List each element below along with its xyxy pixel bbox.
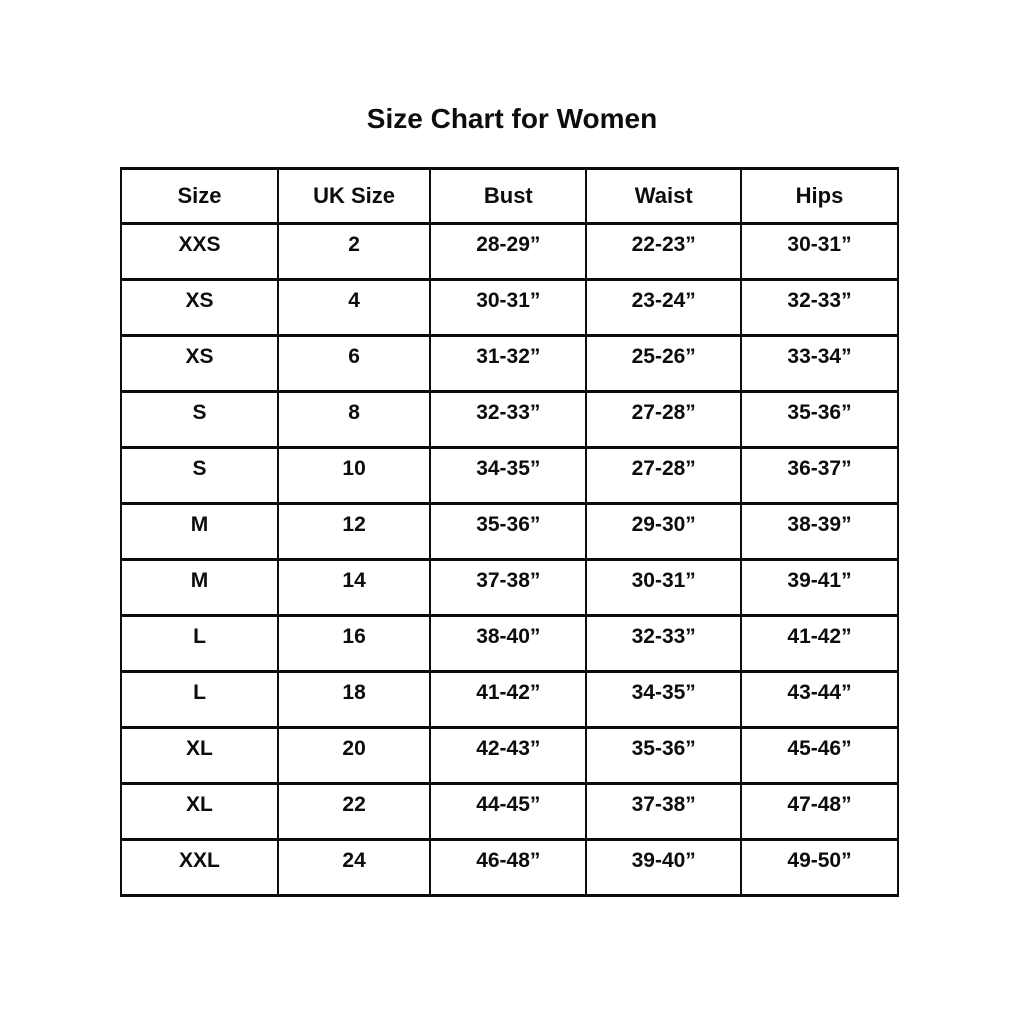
table-cell: 41-42” [741, 616, 898, 672]
table-row [121, 336, 898, 392]
header-row [121, 169, 898, 224]
table-row [121, 504, 898, 560]
table-cell: S [121, 392, 278, 448]
table-cell: 45-46” [741, 728, 898, 784]
table-cell: 29-30” [586, 504, 741, 560]
table-row [121, 784, 898, 840]
table-cell: 30-31” [741, 224, 898, 280]
table-cell: 47-48” [741, 784, 898, 840]
table-cell: 12 [278, 504, 430, 560]
table-cell: 31-32” [430, 336, 586, 392]
table-cell: 30-31” [430, 280, 586, 336]
table-cell: 46-48” [430, 840, 586, 896]
table-row [121, 616, 898, 672]
table-cell: 4 [278, 280, 430, 336]
table-cell: 25-26” [586, 336, 741, 392]
table-cell: 34-35” [430, 448, 586, 504]
table-cell: 49-50” [741, 840, 898, 896]
table-cell: 36-37” [741, 448, 898, 504]
column-header: Waist [586, 169, 741, 224]
table-cell: 44-45” [430, 784, 586, 840]
table-row [121, 672, 898, 728]
table-cell: XS [121, 336, 278, 392]
table-cell: 24 [278, 840, 430, 896]
table-cell: L [121, 672, 278, 728]
table-cell: 32-33” [430, 392, 586, 448]
table-cell: 38-39” [741, 504, 898, 560]
table-cell: 30-31” [586, 560, 741, 616]
table-cell: 28-29” [430, 224, 586, 280]
table-cell: 35-36” [430, 504, 586, 560]
table-cell: 2 [278, 224, 430, 280]
table-cell: 22 [278, 784, 430, 840]
table-cell: 14 [278, 560, 430, 616]
size-chart-table [120, 167, 899, 897]
column-header: Bust [430, 169, 586, 224]
table-cell: XXL [121, 840, 278, 896]
table-cell: XL [121, 728, 278, 784]
table-cell: 32-33” [586, 616, 741, 672]
table-cell: 8 [278, 392, 430, 448]
table-row [121, 448, 898, 504]
table-cell: 33-34” [741, 336, 898, 392]
table-row [121, 224, 898, 280]
table-cell: 35-36” [741, 392, 898, 448]
table-cell: 27-28” [586, 392, 741, 448]
table-cell: M [121, 560, 278, 616]
table-cell: 23-24” [586, 280, 741, 336]
table-cell: 41-42” [430, 672, 586, 728]
table-cell: 37-38” [430, 560, 586, 616]
column-header: UK Size [278, 169, 430, 224]
table-cell: 43-44” [741, 672, 898, 728]
table-cell: 10 [278, 448, 430, 504]
table-cell: 27-28” [586, 448, 741, 504]
table-cell: 32-33” [741, 280, 898, 336]
table-cell: 34-35” [586, 672, 741, 728]
column-header: Size [121, 169, 278, 224]
column-header: Hips [741, 169, 898, 224]
table-row [121, 728, 898, 784]
table-cell: M [121, 504, 278, 560]
table-cell: L [121, 616, 278, 672]
table-cell: 39-40” [586, 840, 741, 896]
table-cell: 18 [278, 672, 430, 728]
table-cell: 22-23” [586, 224, 741, 280]
table-cell: 42-43” [430, 728, 586, 784]
table-row [121, 280, 898, 336]
table-body [121, 224, 898, 896]
table-cell: 20 [278, 728, 430, 784]
table-cell: S [121, 448, 278, 504]
table-cell: XL [121, 784, 278, 840]
table-cell: XS [121, 280, 278, 336]
table-row [121, 560, 898, 616]
page-title: Size Chart for Women [366, 103, 658, 134]
table-cell: 16 [278, 616, 430, 672]
table-cell: 37-38” [586, 784, 741, 840]
table-cell: XXS [121, 224, 278, 280]
table-cell: 6 [278, 336, 430, 392]
table-cell: 39-41” [741, 560, 898, 616]
table-row [121, 840, 898, 896]
table-cell: 35-36” [586, 728, 741, 784]
table-cell: 38-40” [430, 616, 586, 672]
table-row [121, 392, 898, 448]
